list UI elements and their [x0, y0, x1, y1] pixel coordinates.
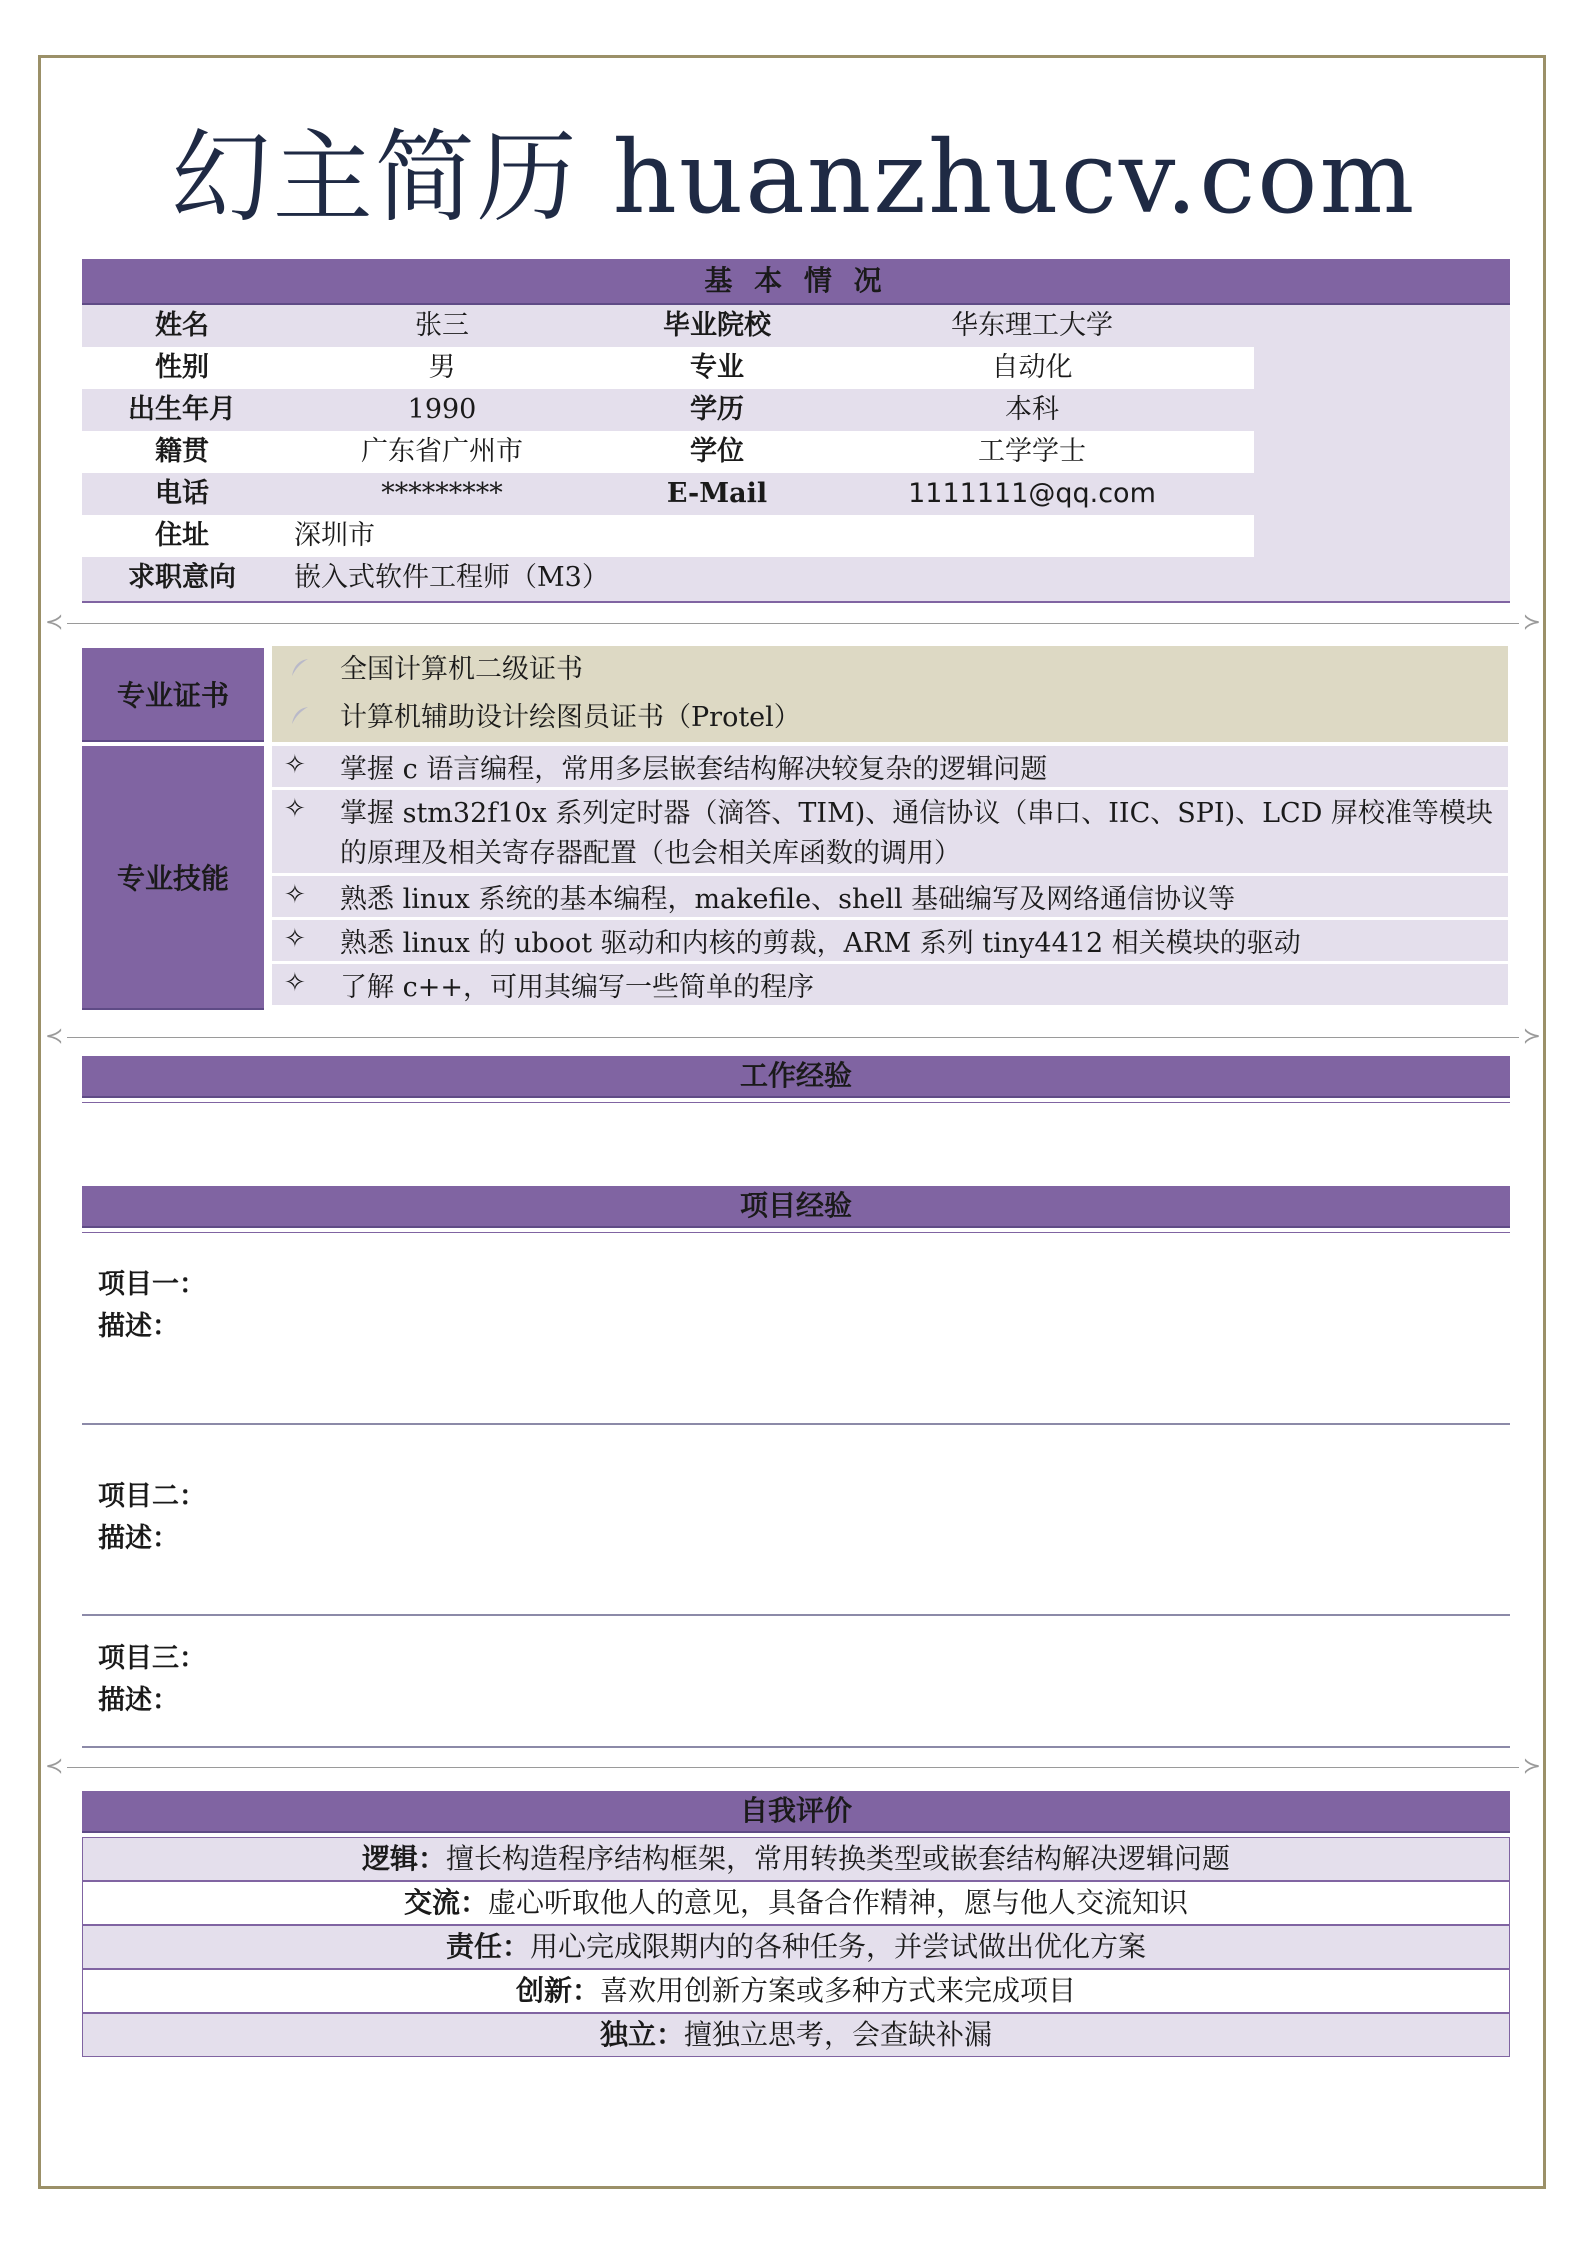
arrow-right-icon: ≻ — [1522, 610, 1541, 635]
info-row-5 — [82, 473, 1510, 515]
project-2-desc: 描述： — [98, 1523, 179, 1554]
info-row-1 — [82, 305, 1510, 347]
quill-icon — [288, 656, 312, 680]
eval-key: 交流： — [403, 1886, 488, 1919]
skill-item — [272, 746, 1508, 790]
skill-item — [272, 964, 1508, 1008]
label-email: E-Mail — [666, 478, 768, 509]
value-birth: 1990 — [407, 394, 477, 425]
divider — [82, 1614, 1510, 1616]
info-row-2 — [82, 347, 1254, 389]
separator — [45, 610, 1541, 635]
arrow-left-icon: ≺ — [45, 1754, 64, 1779]
skill-text: 熟悉 linux 系统的基本编程，makefile、shell 基础编写及网络通信协议等 — [340, 884, 1236, 915]
separator — [45, 1754, 1541, 1779]
eval-key: 创新： — [515, 1974, 600, 2007]
eval-row — [82, 1969, 1510, 2013]
value-gender: 男 — [428, 352, 456, 383]
skill-item — [272, 790, 1508, 876]
eval-key: 逻辑： — [361, 1842, 446, 1875]
eval-key: 独立： — [599, 2018, 684, 2051]
label-education: 学历 — [690, 394, 744, 425]
label-major: 专业 — [690, 352, 744, 383]
value-address: 深圳市 — [294, 520, 375, 551]
divider — [82, 1423, 1510, 1425]
skill-text: 掌握 stm32f10x 系列定时器（滴答、TIM)、通信协议（串口、IIC、SPI)、LCD 屏校准等模块的原理及相关寄存器配置（也会相关库函数的调用） — [340, 798, 1493, 869]
cert-item — [272, 694, 1508, 742]
eval-value: 虚心听取他人的意见，具备合作精神，愿与他人交流知识 — [488, 1886, 1189, 1919]
eval-row — [82, 1881, 1510, 1925]
star-bullet-icon: ✧ — [284, 880, 306, 910]
value-email[interactable]: 1111111@qq.com — [908, 478, 1156, 509]
info-row-4 — [82, 431, 1254, 473]
eval-row — [82, 2013, 1510, 2057]
value-phone: ********* — [381, 478, 503, 509]
label-address: 住址 — [155, 520, 209, 551]
section-self-header: 自我评价 — [82, 1791, 1510, 1833]
value-major: 自动化 — [991, 352, 1073, 383]
project-2-title: 项目二： — [98, 1481, 206, 1512]
section-basic-header: 基 本 情 况 — [82, 259, 1510, 305]
eval-value: 喜欢用创新方案或多种方式来完成项目 — [600, 1974, 1077, 2007]
arrow-left-icon: ≺ — [45, 1024, 64, 1049]
eval-row — [82, 1837, 1510, 1881]
skill-text: 掌握 c 语言编程，常用多层嵌套结构解决较复杂的逻辑问题 — [340, 754, 1048, 785]
value-intent: 嵌入式软件工程师（M3） — [294, 562, 609, 593]
arrow-right-icon: ≻ — [1522, 1024, 1541, 1049]
value-name: 张三 — [415, 310, 469, 341]
eval-value: 擅独立思考，会查缺补漏 — [684, 2018, 993, 2051]
star-bullet-icon: ✧ — [284, 968, 306, 998]
label-school: 毕业院校 — [663, 310, 771, 341]
eval-value: 擅长构造程序结构框架，常用转换类型或嵌套结构解决逻辑问题 — [446, 1842, 1231, 1875]
star-bullet-icon: ✧ — [284, 794, 306, 824]
cert-item — [272, 646, 1508, 694]
info-row-address — [82, 515, 1254, 557]
project-3-title: 项目三： — [98, 1643, 206, 1674]
section-skills-label: 专业技能 — [82, 746, 264, 1010]
value-school: 华东理工大学 — [951, 310, 1113, 341]
divider — [82, 1746, 1510, 1748]
skill-text: 熟悉 linux 的 uboot 驱动和内核的剪裁，ARM 系列 tiny4412 相关模块的驱动 — [340, 928, 1301, 959]
star-bullet-icon: ✧ — [284, 750, 306, 780]
skill-item — [272, 920, 1508, 964]
label-name: 姓名 — [155, 310, 209, 341]
eval-row — [82, 1925, 1510, 1969]
page-title: 幻主简历 huanzhucv.com — [170, 119, 1417, 236]
info-row-intent — [82, 557, 1510, 599]
section-work-header: 工作经验 — [82, 1056, 1510, 1098]
section-project-header: 项目经验 — [82, 1186, 1510, 1228]
label-birth: 出生年月 — [128, 394, 236, 425]
basic-info-table — [82, 305, 1510, 603]
skill-item — [272, 876, 1508, 920]
skill-text: 了解 c++，可用其编写一些简单的程序 — [340, 972, 814, 1003]
info-row-3 — [82, 389, 1510, 431]
star-bullet-icon: ✧ — [284, 924, 306, 954]
arrow-left-icon: ≺ — [45, 610, 64, 635]
project-1-desc: 描述： — [98, 1311, 179, 1342]
eval-value: 用心完成限期内的各种任务，并尝试做出优化方案 — [530, 1930, 1147, 1963]
arrow-right-icon: ≻ — [1522, 1754, 1541, 1779]
project-3-desc: 描述： — [98, 1685, 179, 1716]
label-phone: 电话 — [155, 478, 209, 509]
eval-key: 责任： — [445, 1930, 530, 1963]
label-hometown: 籍贯 — [155, 436, 209, 467]
label-intent: 求职意向 — [128, 562, 236, 593]
label-gender: 性别 — [155, 352, 209, 383]
cert-text: 计算机辅助设计绘图员证书（Protel） — [340, 702, 801, 733]
value-degree: 工学学士 — [978, 436, 1086, 467]
project-1-title: 项目一： — [98, 1269, 206, 1300]
separator — [45, 1024, 1541, 1049]
value-hometown: 广东省广州市 — [361, 436, 523, 467]
quill-icon — [288, 704, 312, 728]
value-education: 本科 — [1005, 394, 1059, 425]
cert-text: 全国计算机二级证书 — [340, 654, 583, 685]
label-degree: 学位 — [690, 436, 744, 467]
section-cert-label: 专业证书 — [82, 648, 264, 742]
